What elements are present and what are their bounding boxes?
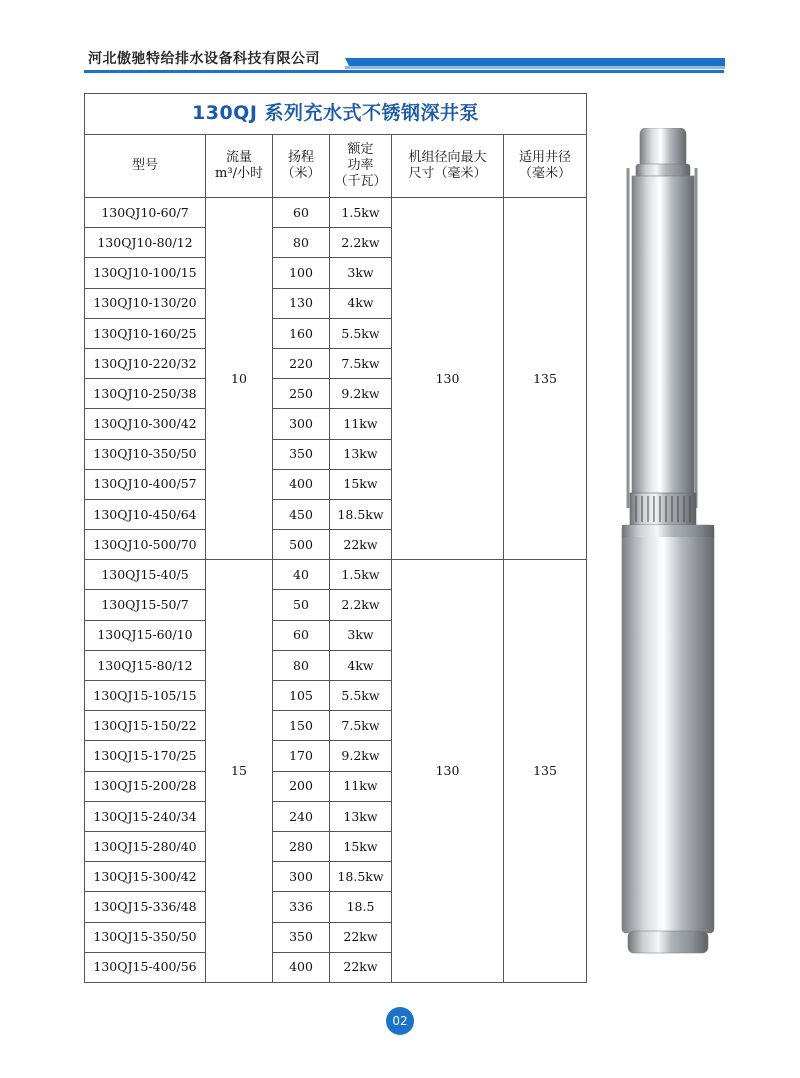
col-header-flow: 流量 m³/小时	[206, 135, 273, 198]
cell-model: 130QJ15-50/7	[85, 590, 206, 620]
cell-model: 130QJ15-170/25	[85, 741, 206, 771]
pump-top-cap	[640, 128, 686, 168]
table-title: 130QJ 系列充水式不锈钢深井泵	[85, 94, 587, 135]
cell-head: 350	[273, 922, 330, 952]
cell-head: 280	[273, 831, 330, 861]
cell-size: 130	[392, 560, 504, 983]
header-stripe-light	[345, 66, 725, 69]
cell-head: 80	[273, 650, 330, 680]
cell-power: 11kw	[330, 771, 392, 801]
pump-body	[632, 176, 694, 506]
cell-model: 130QJ10-350/50	[85, 439, 206, 469]
cell-model: 130QJ15-350/50	[85, 922, 206, 952]
cell-head: 60	[273, 198, 330, 228]
cell-power: 22kw	[330, 952, 392, 982]
cell-power: 4kw	[330, 288, 392, 318]
cell-power: 18.5kw	[330, 862, 392, 892]
cell-head: 200	[273, 771, 330, 801]
cell-head: 105	[273, 681, 330, 711]
cell-power: 2.2kw	[330, 228, 392, 258]
cell-model: 130QJ10-60/7	[85, 198, 206, 228]
cell-head: 60	[273, 620, 330, 650]
header-stripe	[345, 58, 725, 66]
cell-power: 13kw	[330, 439, 392, 469]
cell-flow: 10	[206, 198, 273, 560]
cell-power: 7.5kw	[330, 711, 392, 741]
cell-model: 130QJ15-280/40	[85, 831, 206, 861]
pump-image	[612, 128, 722, 956]
cell-head: 80	[273, 228, 330, 258]
cell-power: 1.5kw	[330, 560, 392, 590]
cell-power: 13kw	[330, 801, 392, 831]
cell-model: 130QJ15-300/42	[85, 862, 206, 892]
col-header-head: 扬程 （米）	[273, 135, 330, 198]
cell-power: 9.2kw	[330, 379, 392, 409]
pump-intake-screen	[630, 493, 696, 525]
cell-head: 300	[273, 409, 330, 439]
cell-model: 130QJ15-60/10	[85, 620, 206, 650]
pump-motor	[622, 525, 714, 933]
pump-spec-table	[84, 93, 587, 983]
company-name: 河北傲驰特给排水设备科技有限公司	[88, 51, 320, 67]
cell-head: 150	[273, 711, 330, 741]
cell-head: 350	[273, 439, 330, 469]
col-header-well: 适用井径 （毫米）	[504, 135, 587, 198]
cell-model: 130QJ15-240/34	[85, 801, 206, 831]
cell-power: 22kw	[330, 922, 392, 952]
cell-head: 160	[273, 318, 330, 348]
cell-power: 9.2kw	[330, 741, 392, 771]
cell-model: 130QJ15-400/56	[85, 952, 206, 982]
cell-power: 2.2kw	[330, 590, 392, 620]
cell-well: 135	[504, 198, 587, 560]
cell-head: 50	[273, 590, 330, 620]
cell-power: 18.5	[330, 892, 392, 922]
cell-model: 130QJ10-400/57	[85, 469, 206, 499]
cell-power: 3kw	[330, 258, 392, 288]
cell-model: 130QJ10-100/15	[85, 258, 206, 288]
cell-power: 15kw	[330, 469, 392, 499]
cell-head: 500	[273, 530, 330, 560]
cell-power: 18.5kw	[330, 499, 392, 529]
cell-head: 400	[273, 952, 330, 982]
cell-model: 130QJ15-200/28	[85, 771, 206, 801]
col-header-size: 机组径向最大 尺寸（毫米）	[392, 135, 504, 198]
cell-head: 100	[273, 258, 330, 288]
cell-head: 400	[273, 469, 330, 499]
pump-bottom	[628, 931, 708, 953]
cell-model: 130QJ10-250/38	[85, 379, 206, 409]
cell-well: 135	[504, 560, 587, 983]
cell-power: 7.5kw	[330, 348, 392, 378]
cell-model: 130QJ10-450/64	[85, 499, 206, 529]
header-rule	[84, 70, 724, 73]
cell-power: 11kw	[330, 409, 392, 439]
cell-power: 5.5kw	[330, 681, 392, 711]
cell-model: 130QJ10-130/20	[85, 288, 206, 318]
cell-model: 130QJ10-80/12	[85, 228, 206, 258]
cell-model: 130QJ10-160/25	[85, 318, 206, 348]
table-row	[85, 560, 587, 590]
cell-head: 220	[273, 348, 330, 378]
cell-power: 15kw	[330, 831, 392, 861]
cell-flow: 15	[206, 560, 273, 983]
cell-power: 1.5kw	[330, 198, 392, 228]
table-row	[85, 198, 587, 228]
cell-head: 300	[273, 862, 330, 892]
cell-model: 130QJ10-300/42	[85, 409, 206, 439]
cell-head: 40	[273, 560, 330, 590]
cell-model: 130QJ15-105/15	[85, 681, 206, 711]
cell-model: 130QJ15-40/5	[85, 560, 206, 590]
page-number-badge: 02	[386, 1007, 414, 1035]
cell-head: 170	[273, 741, 330, 771]
col-header-model: 型号	[85, 135, 206, 198]
cell-model: 130QJ10-220/32	[85, 348, 206, 378]
col-header-power: 额定 功率 （千瓦）	[330, 135, 392, 198]
cell-power: 4kw	[330, 650, 392, 680]
cell-power: 3kw	[330, 620, 392, 650]
cell-power: 22kw	[330, 530, 392, 560]
cell-model: 130QJ15-336/48	[85, 892, 206, 922]
cell-head: 336	[273, 892, 330, 922]
cell-model: 130QJ15-150/22	[85, 711, 206, 741]
cell-head: 130	[273, 288, 330, 318]
cell-power: 5.5kw	[330, 318, 392, 348]
cell-head: 450	[273, 499, 330, 529]
cell-model: 130QJ10-500/70	[85, 530, 206, 560]
cell-head: 250	[273, 379, 330, 409]
cell-model: 130QJ15-80/12	[85, 650, 206, 680]
cell-size: 130	[392, 198, 504, 560]
cell-head: 240	[273, 801, 330, 831]
